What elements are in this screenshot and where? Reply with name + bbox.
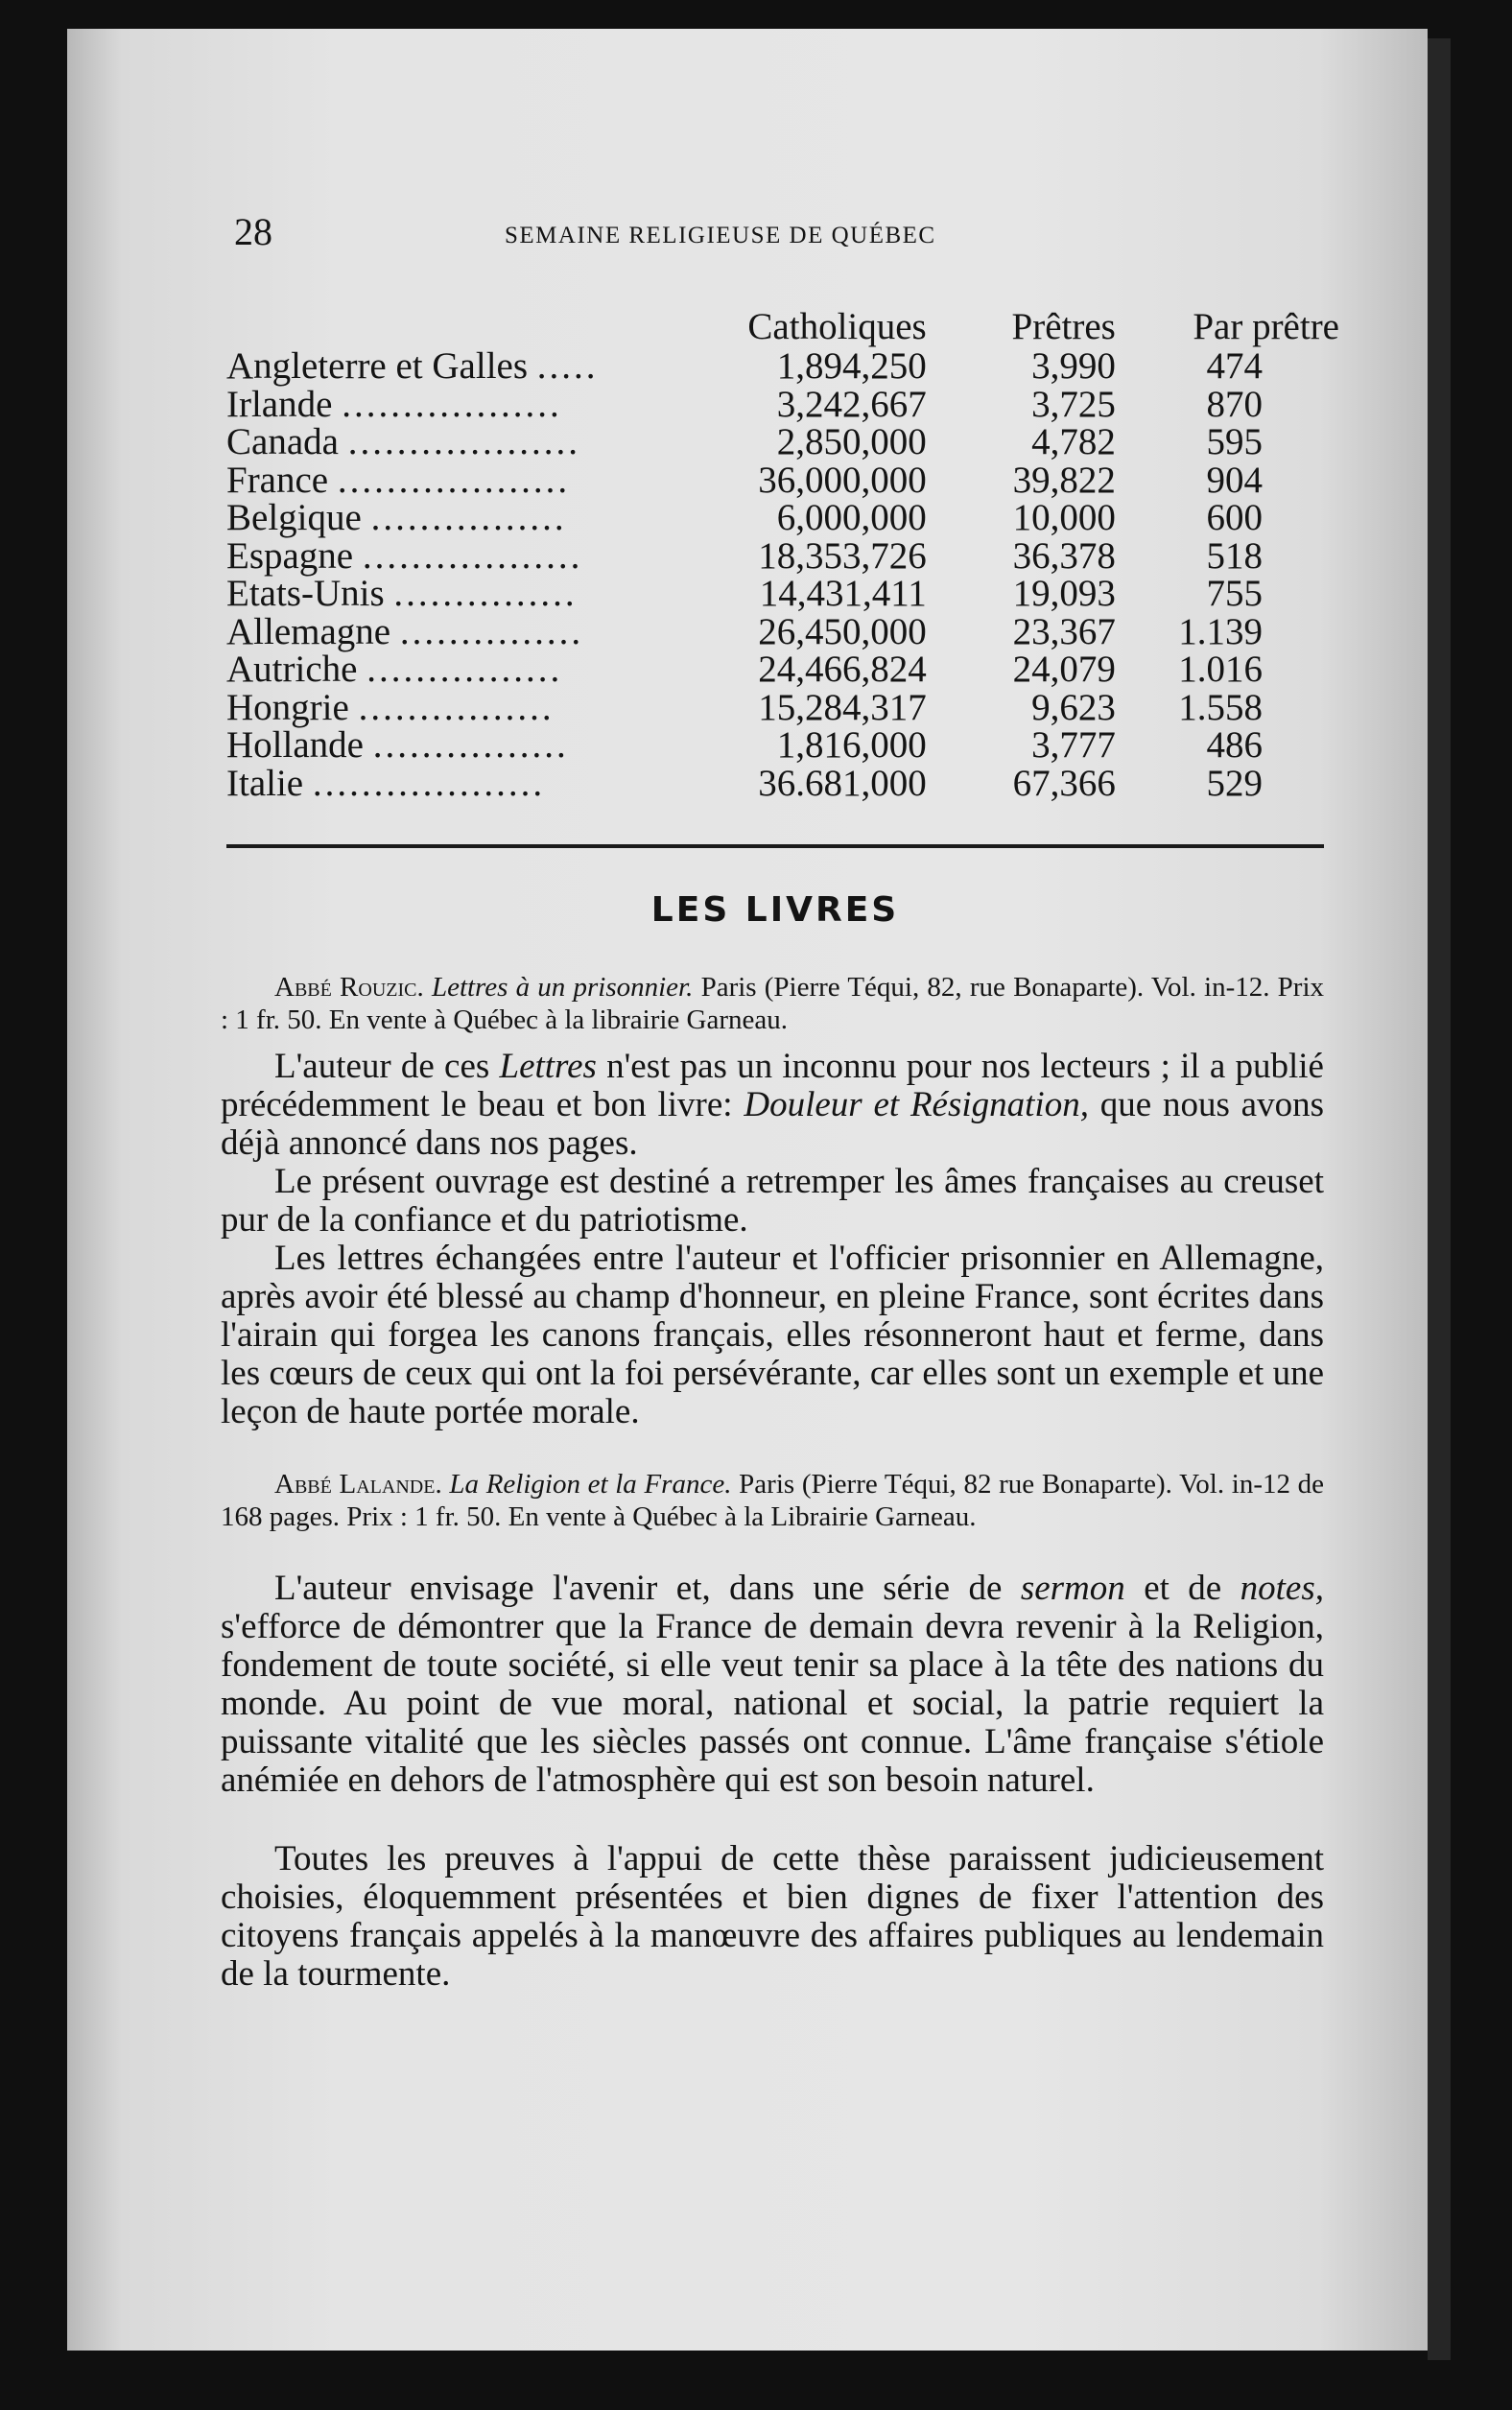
page-number: 28 <box>234 210 272 253</box>
text-run: L'auteur envisage l'avenir et, dans une série de <box>274 1569 1021 1608</box>
cell-country <box>226 575 661 613</box>
leader-dots: .................. <box>342 383 562 425</box>
column-header-catholiques: Catholiques <box>747 305 927 347</box>
table-row <box>226 650 1339 689</box>
leader-dots: ................... <box>337 459 571 501</box>
country-name: Hongrie <box>226 686 349 728</box>
table-row <box>226 423 1339 461</box>
leader-dots: ............... <box>393 573 578 615</box>
section-title: LES LIVRES <box>650 890 900 930</box>
review1-paragraph-3: Les lettres échangées entre l'auteur et l'officier prisonnier en Allemagne, après avoir été blessé au champ d'honneur, en pleine France, sont écrites dans l'airain qui forgea les canons français, elles résonneront haut et ferme, dans les cœurs de ceux qui ont la foi persévérante, car elles sont un exemple et une leçon de haute portée morale. <box>221 1239 1324 1431</box>
country-name: Etats-Unis <box>226 573 385 615</box>
cell-pretres: 67,366 <box>1012 762 1116 804</box>
table-row <box>226 347 1339 386</box>
table-row <box>226 689 1339 727</box>
cell-country <box>226 499 661 537</box>
column-header-pretres: Prêtres <box>1011 305 1116 347</box>
leader-dots: ................ <box>366 649 563 691</box>
page-header <box>234 209 1328 257</box>
leader-dots: ................... <box>347 421 580 463</box>
review2-book-title: La Religion et la France. <box>449 1469 732 1500</box>
cell-par-pretre: 474 <box>1206 345 1263 388</box>
cell-pretres: 24,079 <box>1012 649 1116 691</box>
review2-reference <box>221 1468 1324 1533</box>
country-name: Angleterre et Galles <box>226 345 529 388</box>
leader-dots: ................... <box>312 762 546 804</box>
cell-catholiques: 1,894,250 <box>776 345 927 388</box>
table-row <box>226 386 1339 424</box>
cell-pretres: 19,093 <box>1012 573 1116 615</box>
review1-author: Abbé Rouzic. <box>274 972 424 1003</box>
cell-pretres: 10,000 <box>1012 497 1116 539</box>
cell-catholiques: 1,816,000 <box>776 724 927 767</box>
country-name: France <box>226 459 329 501</box>
cell-catholiques: 36.681,000 <box>758 762 927 804</box>
cell-par-pretre: 595 <box>1206 421 1263 463</box>
statistics-table <box>226 305 1339 802</box>
column-header-country <box>226 305 661 347</box>
cell-catholiques: 15,284,317 <box>758 686 927 728</box>
review2-author: Abbé Lalande. <box>274 1469 442 1500</box>
cell-country <box>226 534 661 577</box>
cell-country <box>226 762 661 804</box>
cell-par-pretre: 870 <box>1206 383 1263 425</box>
cell-par-pretre: 529 <box>1206 762 1263 804</box>
cell-pretres: 3,990 <box>1031 345 1116 388</box>
cell-pretres: 3,725 <box>1031 383 1116 425</box>
cell-pretres: 23,367 <box>1012 610 1116 652</box>
cell-country <box>226 383 661 425</box>
leader-dots: .................. <box>362 534 583 577</box>
cell-par-pretre: 486 <box>1206 724 1263 767</box>
table-row <box>226 726 1339 765</box>
cell-country <box>226 423 661 461</box>
cell-par-pretre: 518 <box>1206 534 1263 577</box>
leader-dots: ..... <box>536 345 599 388</box>
country-name: Belgique <box>226 497 362 539</box>
cell-par-pretre: 600 <box>1206 497 1263 539</box>
cell-pretres: 4,782 <box>1031 421 1116 463</box>
country-name: Autriche <box>226 649 358 691</box>
column-header-par-pretre: Par prêtre <box>1193 305 1339 347</box>
leader-dots: ................ <box>372 724 569 767</box>
country-name: Allemagne <box>226 610 391 652</box>
review1-paragraph-1 <box>221 1048 1324 1163</box>
country-name: Espagne <box>226 534 354 577</box>
cell-catholiques: 26,450,000 <box>758 610 927 652</box>
cell-catholiques: 6,000,000 <box>776 497 927 539</box>
leader-dots: ................ <box>370 497 567 539</box>
table-row <box>226 537 1339 576</box>
cell-par-pretre: 755 <box>1206 573 1263 615</box>
cell-pretres: 36,378 <box>1012 534 1116 577</box>
cell-par-pretre: 904 <box>1206 459 1263 501</box>
cell-pretres: 3,777 <box>1031 724 1116 767</box>
table-row <box>226 461 1339 500</box>
book-title-inline: Lettres <box>499 1047 597 1086</box>
running-title: SEMAINE RELIGIEUSE DE QUÉBEC <box>505 223 936 248</box>
review2-paragraph-2: Toutes les preuves à l'appui de cette thèse paraissent judicieusement choisies, éloquemment présentées et bien dignes de fixer l'attention des citoyens français appelés à la manœuvre des affaires publiques au lendemain de la tourmente. <box>221 1839 1324 1994</box>
review1-paragraph-2: Le présent ouvrage est destiné a retremper les âmes françaises au creuset pur de la confiance et du patriotisme. <box>221 1162 1324 1240</box>
emphasis-inline: notes, <box>1240 1569 1325 1608</box>
table-row <box>226 499 1339 537</box>
page-edge-shadow <box>1428 38 1451 2360</box>
cell-country <box>226 461 661 500</box>
cell-catholiques: 2,850,000 <box>776 421 927 463</box>
table-row <box>226 575 1339 613</box>
cell-catholiques: 3,242,667 <box>776 383 927 425</box>
leader-dots: ................ <box>358 686 555 728</box>
cell-par-pretre: 1.139 <box>1178 610 1263 652</box>
cell-catholiques: 18,353,726 <box>758 534 927 577</box>
text-run: L'auteur de ces <box>274 1047 500 1086</box>
book-title-inline: Douleur et Résignation, <box>744 1085 1089 1124</box>
cell-country <box>226 347 661 386</box>
section-divider <box>226 844 1324 848</box>
review2-paragraph-1 <box>221 1570 1324 1800</box>
table-row <box>226 613 1339 651</box>
cell-catholiques: 14,431,411 <box>759 573 927 615</box>
text-run: n'est pas un inconnu pour nos lecteurs ; il a publié précédemment le beau et bon livre: <box>221 1047 1324 1124</box>
emphasis-inline: sermon <box>1020 1569 1125 1608</box>
text-run: et de <box>1124 1569 1240 1608</box>
cell-country <box>226 726 661 765</box>
cell-pretres: 9,623 <box>1031 686 1116 728</box>
cell-country <box>226 610 661 652</box>
text-run: s'efforce de démontrer que la France de demain devra revenir à la Religion, fondement de toute société, si elle veut tenir sa place à la tête des nations du monde. Au point de vue moral, national et social, la patrie requiert la puissante vitalité que les siècles passés ont connue. L'âme française s'étiole anémiée en dehors de l'atmosphère qui est son besoin naturel. <box>221 1607 1324 1800</box>
country-name: Irlande <box>226 383 333 425</box>
review2-details: Paris (Pierre Téqui, 82 rue Bonaparte). Vol. in-12 de 168 pages. Prix : 1 fr. 50. En vente à Québec à la Librairie Garneau. <box>221 1469 1325 1532</box>
table-header-row <box>226 305 1339 347</box>
review1-reference <box>221 971 1324 1036</box>
cell-country <box>226 650 661 689</box>
review1-details: Paris (Pierre Téqui, 82, rue Bonaparte). Vol. in-12. Prix : 1 fr. 50. En vente à Québec à la librairie Garneau. <box>221 972 1325 1035</box>
text-run: que nous avons déjà annoncé dans nos pages. <box>221 1085 1324 1163</box>
table-row <box>226 765 1339 803</box>
cell-catholiques: 24,466,824 <box>758 649 927 691</box>
country-name: Italie <box>226 762 304 804</box>
leader-dots: ............... <box>399 610 584 652</box>
country-name: Canada <box>226 421 339 463</box>
country-name: Hollande <box>226 724 364 767</box>
cell-country <box>226 686 661 728</box>
cell-pretres: 39,822 <box>1012 459 1116 501</box>
cell-catholiques: 36,000,000 <box>758 459 927 501</box>
review1-book-title: Lettres à un prisonnier. <box>431 972 694 1003</box>
cell-par-pretre: 1.016 <box>1178 649 1263 691</box>
cell-par-pretre: 1.558 <box>1178 686 1263 728</box>
